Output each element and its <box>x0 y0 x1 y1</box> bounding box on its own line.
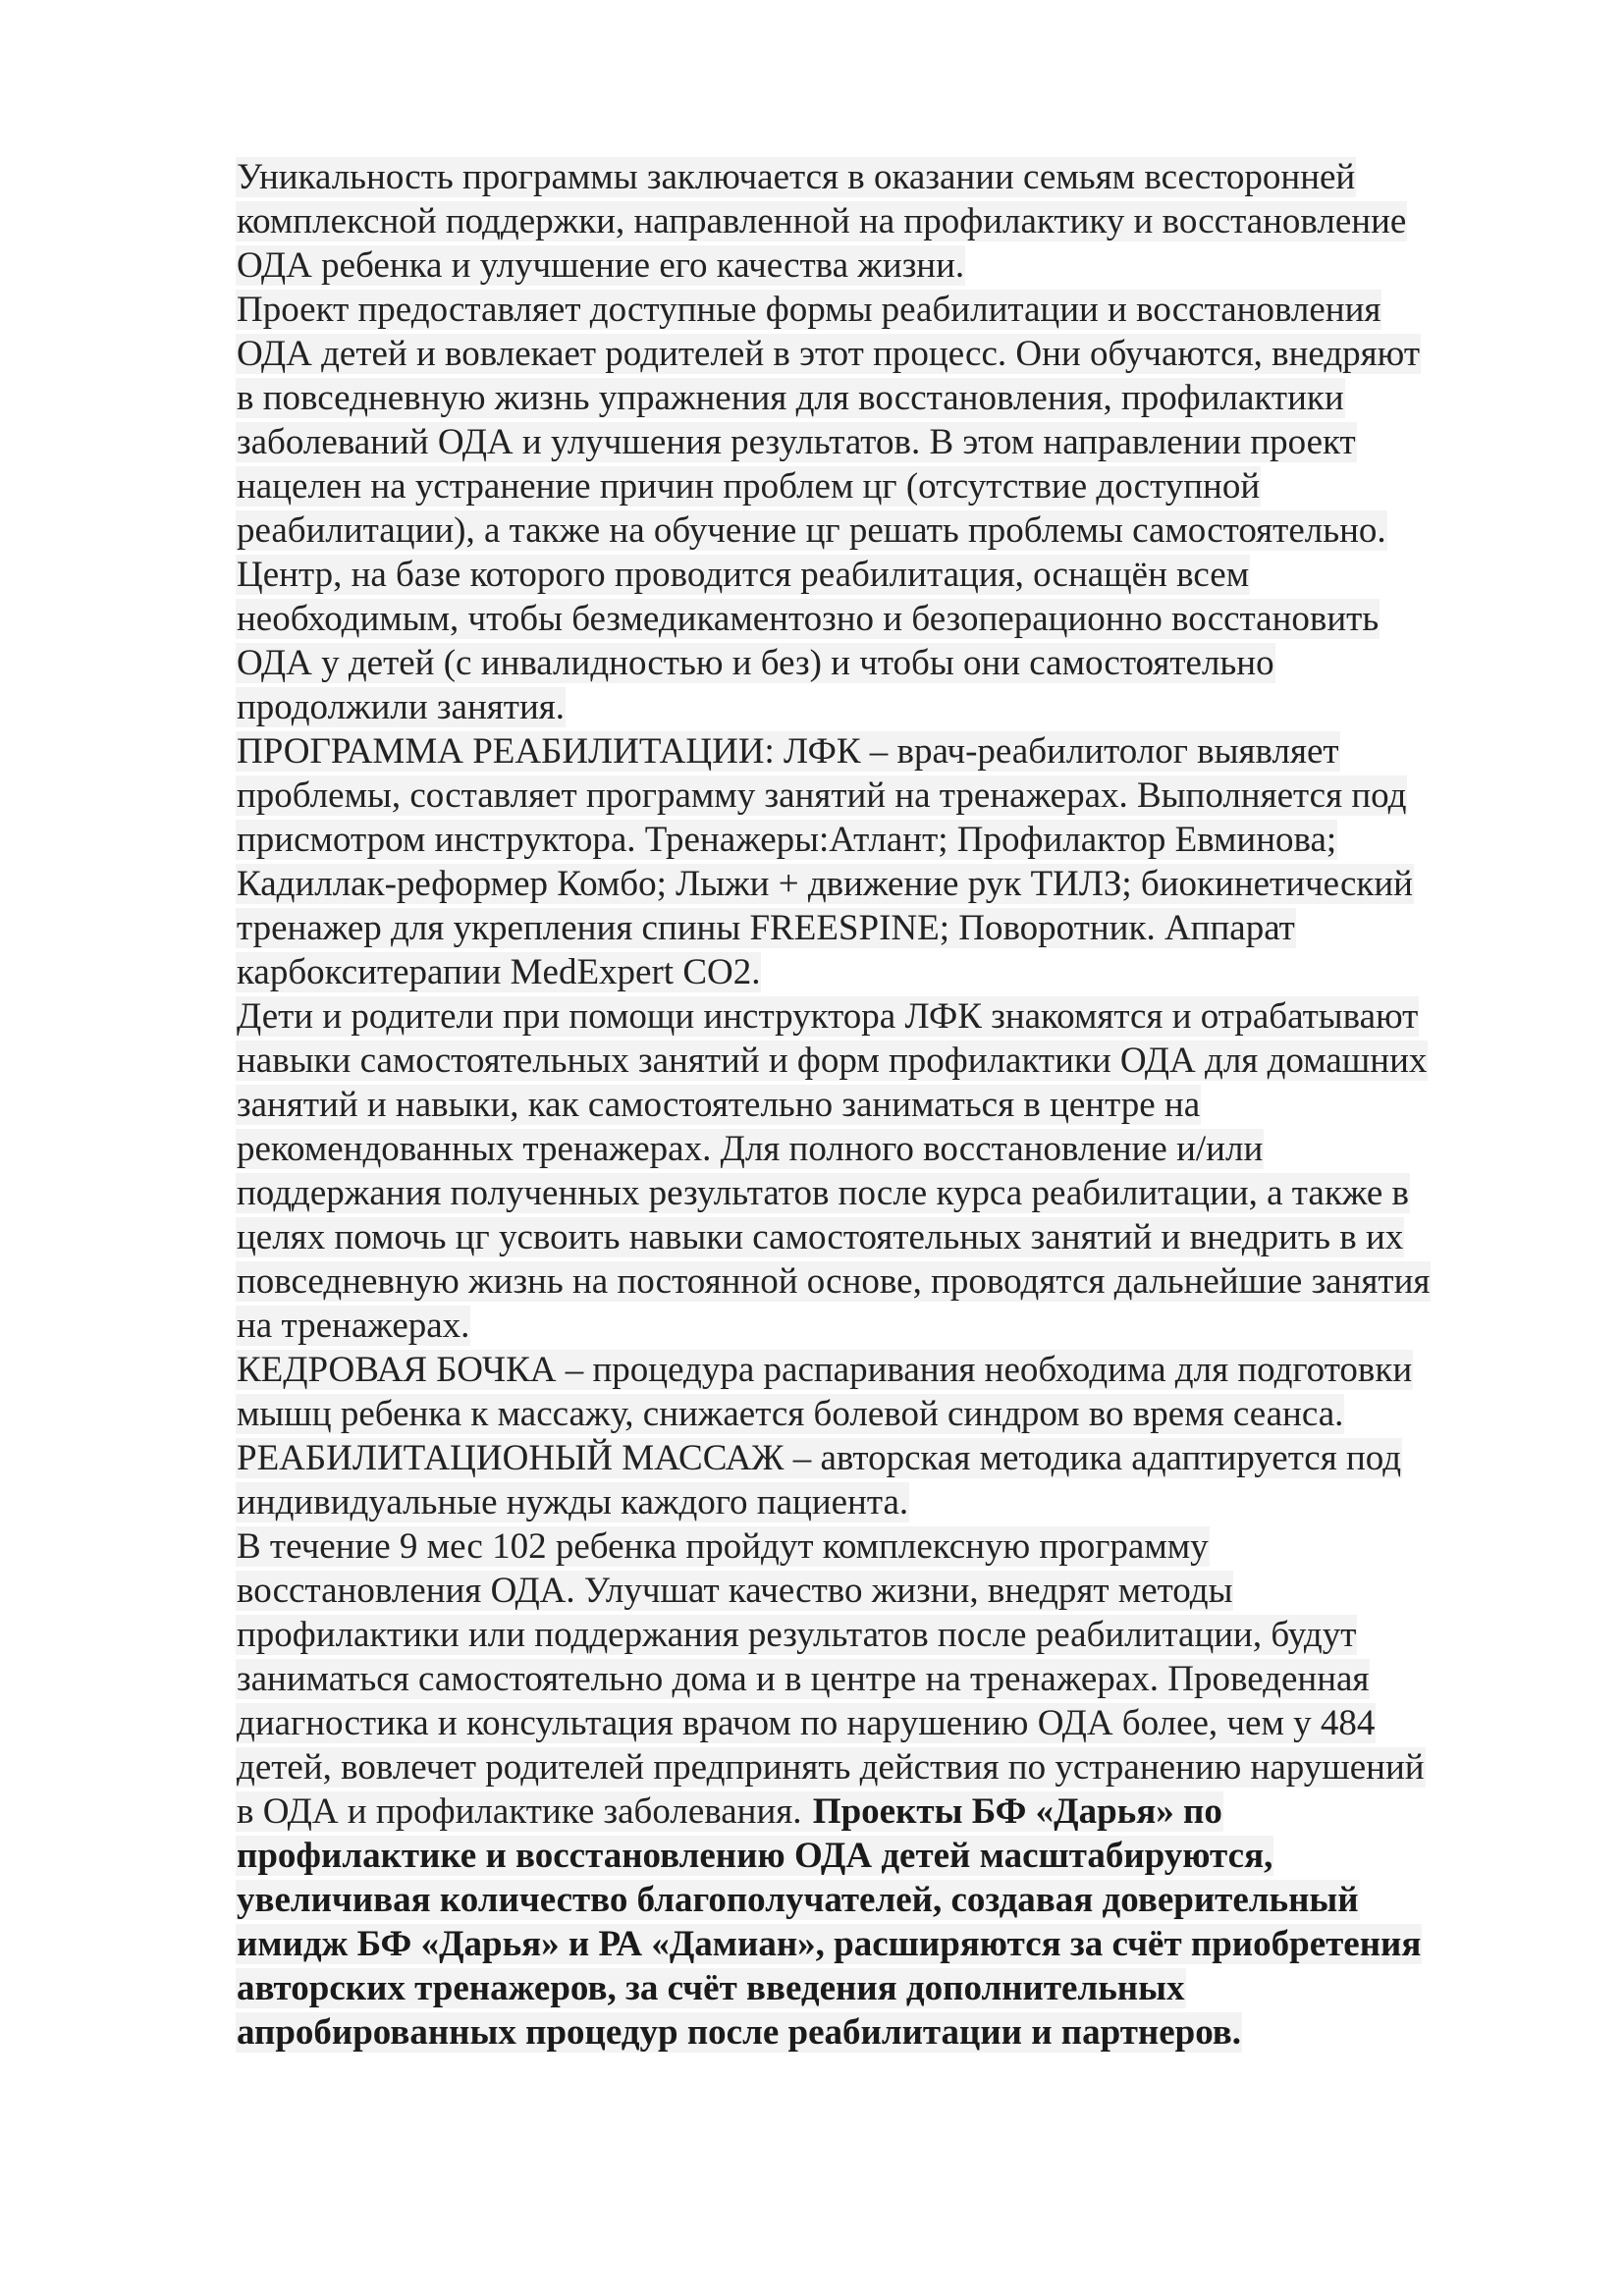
text-line: индивидуальные нужды каждого пациента. <box>237 1482 909 1522</box>
text-line: ОДА детей и вовлекает родителей в этот процесс. Они обучаются, внедряют <box>237 334 1420 374</box>
text-line: поддержания полученных результатов после курса реабилитации, а также в <box>237 1173 1410 1213</box>
document-text <box>236 155 1522 2055</box>
text-line: карбокситерапии MedExpert CO2. <box>237 952 761 992</box>
text-line: Уникальность программы заключается в оказании семьям всесторонней <box>237 157 1356 197</box>
bold-text-line: профилактике и восстановлению ОДА детей масштабируются, <box>237 1836 1273 1876</box>
text-line: рекомендованных тренажерах. Для полного восстановление и/или <box>237 1129 1264 1169</box>
paragraph <box>236 1436 1522 1524</box>
text-line: ОДА у детей (с инвалидностью и без) и чтобы они самостоятельно <box>237 643 1274 683</box>
text-line: тренажер для укрепления спины FREESPINE; Поворотник. Аппарат <box>237 908 1295 948</box>
paragraph <box>236 155 1522 288</box>
text-line: нацелен на устранение причин проблем цг (отсутствие доступной <box>237 466 1261 507</box>
text-line: необходимым, чтобы безмедикаментозно и безоперационно восстановить <box>237 599 1380 639</box>
text-line: целях помочь цг усвоить навыки самостоятельных занятий и внедрить в их <box>237 1217 1404 1257</box>
text-line: в повседневную жизнь упражнения для восстановления, профилактики <box>237 378 1344 418</box>
text-line: Кадиллак-реформер Комбо; Лыжи + движение рук ТИЛЗ; биокинетический <box>237 864 1413 904</box>
text-line: заболеваний ОДА и улучшения результатов. В этом направлении проект <box>237 422 1356 462</box>
text-line: Центр, на базе которого проводится реабилитация, оснащён всем <box>237 555 1250 595</box>
text-line: занятий и навыки, как самостоятельно заниматься в центре на <box>237 1085 1201 1125</box>
paragraph <box>236 553 1522 729</box>
text-line: ПРОГРАММА РЕАБИЛИТАЦИИ: ЛФК – врач-реабилитолог выявляет <box>237 731 1339 772</box>
bold-text: Проекты БФ «Дарья» по <box>803 1791 1222 1832</box>
bold-text-line: авторских тренажеров, за счёт введения дополнительных <box>237 1968 1185 2008</box>
text-line: комплексной поддержки, направленной на профилактику и восстановление <box>237 201 1407 241</box>
paragraph <box>236 288 1522 553</box>
text-line: заниматься самостоятельно дома и в центре на тренажерах. Проведенная <box>237 1659 1370 1699</box>
text-line: восстановления ОДА. Улучшат качество жизни, внедрят методы <box>237 1571 1233 1611</box>
text-line: КЕДРОВАЯ БОЧКА – процедура распаривания необходима для подготовки <box>237 1350 1413 1390</box>
text-line: Дети и родители при помощи инструктора ЛФК знакомятся и отрабатывают <box>237 996 1419 1037</box>
text-line: повседневную жизнь на постоянной основе, проводятся дальнейшие занятия <box>237 1261 1431 1302</box>
paragraph <box>236 994 1522 1348</box>
text-line: мышц ребенка к массажу, снижается болевой синдром во время сеанса. <box>237 1394 1344 1434</box>
bold-text-line: увеличивая количество благополучателей, создавая доверительный <box>237 1880 1359 1920</box>
text-line: Проект предоставляет доступные формы реабилитации и восстановления <box>237 290 1381 330</box>
text-line: В течение 9 мес 102 ребенка пройдут комплексную программу <box>237 1526 1209 1567</box>
text-line: детей, вовлечет родителей предпринять действия по устранению нарушений <box>237 1747 1425 1788</box>
bold-text-line: апробированных процедур после реабилитации и партнеров. <box>237 2012 1242 2053</box>
text-line: навыки самостоятельных занятий и форм профилактики ОДА для домашних <box>237 1041 1428 1081</box>
text-line: на тренажерах. <box>237 1306 470 1346</box>
text-line: ОДА ребенка и улучшение его качества жизни. <box>237 245 965 286</box>
text-line: проблемы, составляет программу занятий на тренажерах. Выполняется под <box>237 775 1407 816</box>
text-line: профилактики или поддержания результатов после реабилитации, будут <box>237 1615 1357 1655</box>
bold-text-line: имидж БФ «Дарья» и РА «Дамиан», расширяются за счёт приобретения <box>237 1924 1422 1964</box>
paragraph <box>236 1348 1522 1436</box>
paragraph <box>236 1524 1522 2055</box>
text-line: продолжили занятия. <box>237 687 566 727</box>
text-line: присмотром инструктора. Тренажеры:Атлант; Профилактор Евминова; <box>237 820 1337 860</box>
text-line: диагностика и консультация врачом по нарушению ОДА более, чем у 484 <box>237 1703 1376 1743</box>
text-line: в ОДА и профилактике заболевания. <box>237 1791 802 1832</box>
text-line: РЕАБИЛИТАЦИОНЫЙ МАССАЖ – авторская методика адаптируется под <box>237 1438 1402 1478</box>
text-line: реабилитации), а также на обучение цг решать проблемы самостоятельно. <box>237 510 1386 551</box>
paragraph <box>236 729 1522 994</box>
